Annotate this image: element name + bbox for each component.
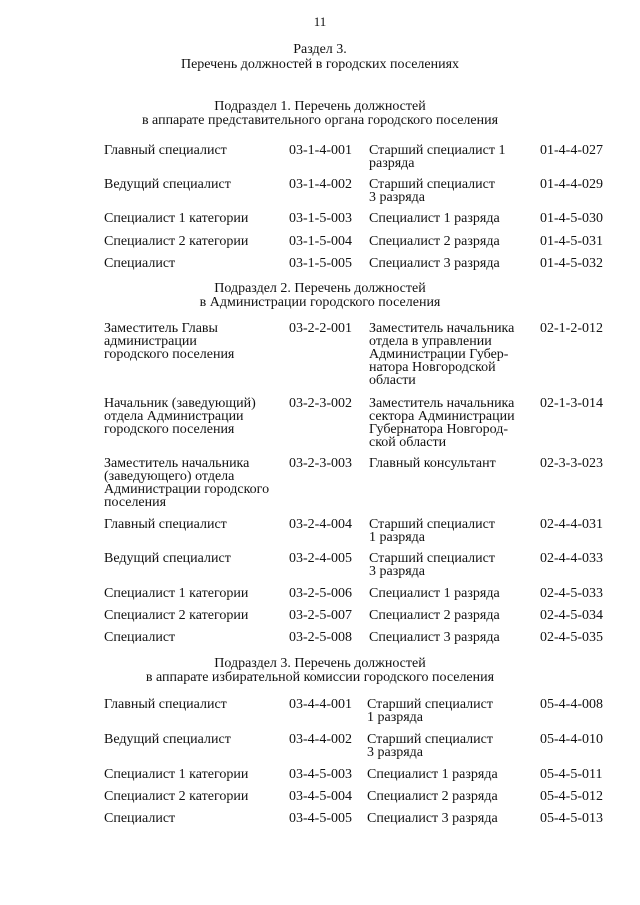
position-name [104, 235, 284, 248]
position-code-line: 03-4-4-002 [289, 732, 352, 747]
equivalent-code-line: 01-4-4-027 [540, 143, 603, 158]
position-code-line: 03-2-5-006 [289, 586, 352, 601]
position-name-line: Заместитель начальника [104, 456, 250, 471]
equivalent-code [540, 733, 603, 746]
subsection-title-line: Подраздел 1. Перечень должностей [214, 99, 426, 114]
position-name-line: Администрации городского [104, 482, 270, 497]
section-header [0, 42, 640, 72]
equivalent-position-line: Специалист 3 разряда [367, 811, 498, 826]
position-code-line: 03-4-5-004 [289, 789, 352, 804]
subsection-title-line: в аппарате избирательной комиссии городского поселения [145, 670, 495, 685]
equivalent-code [540, 518, 603, 531]
position-name [104, 212, 284, 225]
equivalent-code-line: 02-4-5-033 [540, 586, 603, 601]
equivalent-code [540, 322, 603, 335]
position-code [289, 609, 352, 622]
equivalent-code [540, 178, 603, 191]
equivalent-position-line: Специалист 3 разряда [369, 256, 500, 271]
equivalent-code [540, 235, 603, 248]
position-name [104, 397, 284, 436]
position-name [104, 257, 284, 270]
equivalent-code-line: 02-4-4-031 [540, 517, 603, 532]
equivalent-code-line: 05-4-5-012 [540, 789, 603, 804]
equivalent-position-line: Заместитель начальника [369, 396, 515, 411]
position-name-line: (заведующего) отдела [104, 469, 235, 484]
equivalent-position [369, 397, 534, 449]
equivalent-position [367, 733, 532, 759]
equivalent-code [540, 790, 603, 803]
subsection-title [0, 282, 640, 310]
subsection-title-line: Подраздел 3. Перечень должностей [214, 656, 426, 671]
position-code-line: 03-4-5-005 [289, 811, 352, 826]
position-name [104, 144, 284, 157]
position-name-line: Специалист 2 категории [104, 608, 249, 623]
equivalent-position [369, 212, 534, 225]
equivalent-position-line: натора Новгородской [369, 360, 496, 375]
position-name-line: Заместитель Главы [104, 321, 218, 336]
position-name [104, 812, 284, 825]
position-code-line: 03-2-5-008 [289, 630, 352, 645]
position-name-line: Специалист [104, 811, 176, 826]
position-code-line: 03-1-4-001 [289, 143, 352, 158]
subsection-title-line: в аппарате представительного органа городского поселения [141, 113, 499, 128]
page-number: 11 [313, 14, 327, 29]
equivalent-position-line: Старший специалист [367, 697, 493, 712]
equivalent-position [369, 257, 534, 270]
position-code [289, 587, 352, 600]
equivalent-code-line: 01-4-4-029 [540, 177, 603, 192]
position-name-line: Специалист 2 категории [104, 234, 249, 249]
position-code [289, 397, 352, 410]
position-name-line: Специалист [104, 256, 176, 271]
section-subtitle: Перечень должностей в городских поселениях [180, 57, 460, 72]
equivalent-code-line: 02-4-5-034 [540, 608, 603, 623]
equivalent-position [369, 144, 534, 170]
equivalent-code-line: 05-4-4-008 [540, 697, 603, 712]
position-name [104, 768, 284, 781]
position-name-line: городского поселения [104, 422, 235, 437]
position-code [289, 144, 352, 157]
equivalent-position-line: Администрации Губер- [369, 347, 509, 362]
equivalent-position [367, 698, 532, 724]
equivalent-position-line: Старший специалист [369, 551, 495, 566]
position-name [104, 552, 284, 565]
equivalent-position [367, 812, 532, 825]
equivalent-position-line: 3 разряда [369, 190, 426, 205]
equivalent-code [540, 768, 602, 781]
position-code [289, 790, 352, 803]
position-code [289, 631, 352, 644]
position-name-line: городского поселения [104, 347, 235, 362]
subsection-title [0, 100, 640, 128]
equivalent-code [540, 812, 603, 825]
equivalent-position [369, 587, 534, 600]
equivalent-position [369, 235, 534, 248]
position-code-line: 03-4-4-001 [289, 697, 352, 712]
equivalent-position-line: 3 разряда [369, 564, 426, 579]
equivalent-code [540, 257, 603, 270]
position-name-line: Специалист 1 категории [104, 586, 249, 601]
equivalent-position-line: Главный консультант [369, 456, 496, 471]
position-name [104, 178, 284, 191]
position-name [104, 631, 284, 644]
position-code-line: 03-2-4-005 [289, 551, 352, 566]
equivalent-code [540, 609, 603, 622]
equivalent-code-line: 02-1-3-014 [540, 396, 603, 411]
position-code [289, 812, 352, 825]
equivalent-position [367, 768, 532, 781]
equivalent-position-line: Старший специалист [367, 732, 493, 747]
equivalent-code-line: 02-4-4-033 [540, 551, 603, 566]
position-name-line: Специалист 1 категории [104, 767, 249, 782]
position-code [289, 235, 352, 248]
equivalent-position [367, 790, 532, 803]
equivalent-position-line: отдела в управлении [369, 334, 492, 349]
equivalent-code-line: 02-4-5-035 [540, 630, 603, 645]
position-code-line: 03-2-4-004 [289, 517, 352, 532]
position-code-line: 03-4-5-003 [289, 767, 352, 782]
equivalent-position-line: Специалист 2 разряда [367, 789, 498, 804]
position-name [104, 457, 284, 509]
equivalent-code [540, 144, 603, 157]
position-name-line: Главный специалист [104, 517, 227, 532]
position-name [104, 790, 284, 803]
position-name [104, 518, 284, 531]
equivalent-position [369, 631, 534, 644]
equivalent-position-line: Старший специалист [369, 517, 495, 532]
position-name-line: Ведущий специалист [104, 732, 231, 747]
equivalent-code-line: 01-4-5-031 [540, 234, 603, 249]
position-name [104, 733, 284, 746]
position-name-line: Специалист 2 категории [104, 789, 249, 804]
position-name-line: Ведущий специалист [104, 177, 231, 192]
position-name [104, 609, 284, 622]
equivalent-code [540, 397, 603, 410]
equivalent-position-line: Губернатора Новгород- [369, 422, 509, 437]
equivalent-code-line: 01-4-5-030 [540, 211, 603, 226]
equivalent-code [540, 552, 603, 565]
position-code-line: 03-2-3-002 [289, 396, 352, 411]
position-code-line: 03-1-5-003 [289, 211, 352, 226]
equivalent-position-line: Специалист 1 разряда [369, 211, 500, 226]
position-code-line: 03-1-4-002 [289, 177, 352, 192]
position-name-line: Начальник (заведующий) [104, 396, 256, 411]
position-name [104, 587, 284, 600]
equivalent-position-line: 1 разряда [369, 530, 426, 545]
position-code [289, 552, 352, 565]
equivalent-position-line: Старший специалист [369, 177, 495, 192]
equivalent-code [540, 587, 603, 600]
equivalent-position-line: 1 разряда [367, 710, 424, 725]
position-name-line: поселения [104, 495, 167, 510]
position-code [289, 212, 352, 225]
position-name-line: администрации [104, 334, 197, 349]
position-code [289, 698, 352, 711]
equivalent-position [369, 518, 534, 544]
equivalent-position [369, 609, 534, 622]
position-code [289, 322, 352, 335]
equivalent-position-line: 3 разряда [367, 745, 424, 760]
equivalent-position-line: Старший специалист 1 [369, 143, 506, 158]
equivalent-position-line: сектора Администрации [369, 409, 515, 424]
position-name [104, 698, 284, 711]
position-name [104, 322, 284, 361]
equivalent-position-line: Специалист 3 разряда [369, 630, 500, 645]
subsection-title [0, 657, 640, 685]
subsection-title-line: в Администрации городского поселения [199, 295, 441, 310]
equivalent-code [540, 698, 603, 711]
position-name-line: Главный специалист [104, 697, 227, 712]
equivalent-position-line: Специалист 1 разряда [369, 586, 500, 601]
position-code [289, 457, 352, 470]
equivalent-position [369, 322, 534, 387]
equivalent-code [540, 631, 603, 644]
position-name-line: Ведущий специалист [104, 551, 231, 566]
equivalent-position-line: Специалист 1 разряда [367, 767, 498, 782]
position-code-line: 03-1-5-004 [289, 234, 352, 249]
position-code [289, 178, 352, 191]
position-code [289, 733, 352, 746]
equivalent-position [369, 552, 534, 578]
equivalent-position [369, 457, 534, 470]
equivalent-code-line: 05-4-5-011 [540, 767, 603, 782]
position-code-line: 03-2-2-001 [289, 321, 352, 336]
equivalent-code [540, 457, 603, 470]
equivalent-code-line: 05-4-5-013 [540, 811, 603, 826]
equivalent-position-line: разряда [369, 156, 415, 171]
equivalent-position-line: Специалист 2 разряда [369, 234, 500, 249]
position-code [289, 768, 352, 781]
equivalent-position-line: области [369, 373, 416, 388]
equivalent-position-line: Специалист 2 разряда [369, 608, 500, 623]
position-code-line: 03-2-3-003 [289, 456, 352, 471]
equivalent-code-line: 02-1-2-012 [540, 321, 603, 336]
position-code-line: 03-1-5-005 [289, 256, 352, 271]
position-code-line: 03-2-5-007 [289, 608, 352, 623]
equivalent-code-line: 02-3-3-023 [540, 456, 603, 471]
equivalent-code-line: 01-4-5-032 [540, 256, 603, 271]
equivalent-code-line: 05-4-4-010 [540, 732, 603, 747]
position-name-line: Специалист 1 категории [104, 211, 249, 226]
position-name-line: Специалист [104, 630, 176, 645]
position-name-line: отдела Администрации [104, 409, 244, 424]
equivalent-position-line: ской области [369, 435, 447, 450]
position-code [289, 518, 352, 531]
equivalent-position [369, 178, 534, 204]
position-code [289, 257, 352, 270]
equivalent-code [540, 212, 603, 225]
section-title: Раздел 3. [293, 42, 347, 57]
equivalent-position-line: Заместитель начальника [369, 321, 515, 336]
subsection-title-line: Подраздел 2. Перечень должностей [214, 281, 426, 296]
position-name-line: Главный специалист [104, 143, 227, 158]
